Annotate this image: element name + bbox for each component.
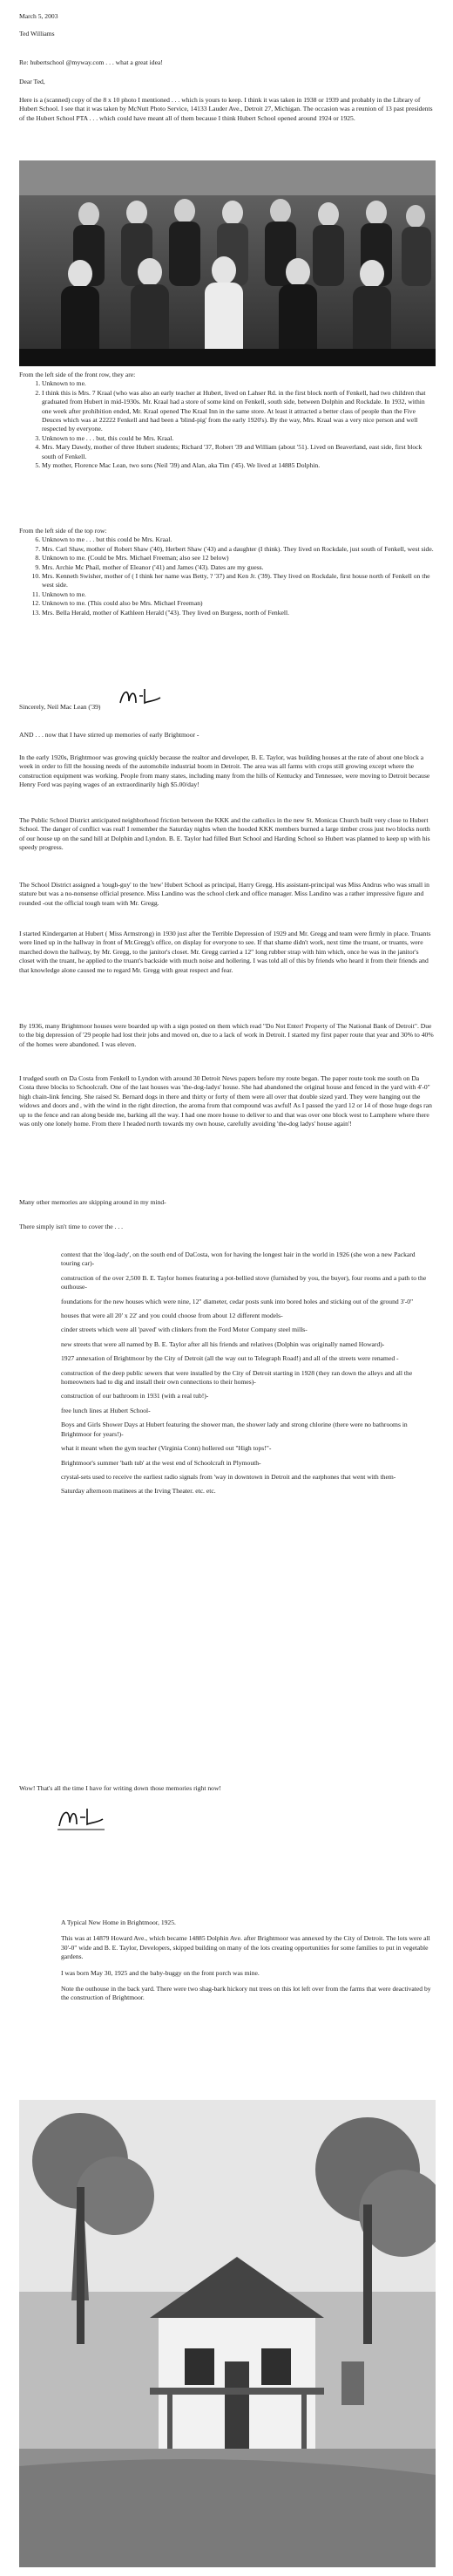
front-row-list — [19, 379, 436, 470]
para-tough-guy: The School District assigned a 'tough-guy' to the 'new' Hubert School as principal, Harry Gregg. His assistant-principal was Miss Andrus who was small in stature but was a no-nonsense official presence. Miss Landino was the school clerk and office manager. Miss Landino was a rather impressive figure and rounded -out the official tough team with Mr. Gregg. — [19, 881, 429, 907]
list-item: houses that were all 20' x 22' and you could choose from about 12 different models- — [61, 1312, 283, 1320]
group-photo-image — [19, 160, 436, 366]
front-row-section — [19, 371, 436, 470]
list-item: 1. Unknown to me. — [42, 379, 436, 388]
list-item: Brightmoor's summer 'bath tub' at the west end of Schoolcraft in Plymouth- — [61, 1458, 261, 1467]
list-item: foundations for the new houses which were nine, 12" diameter, cedar posts sunk into bored holes and sticking out of the ground 3'-0" — [61, 1297, 414, 1305]
list-item: construction of the deep public sewers that were installed by the City of Detroit starting in 1928 (they ran down the alleys and all the homeowners had to dig and install their own connections to their homes)- — [61, 1368, 413, 1387]
typical-home-p2: I was born May 30, 1925 and the baby-buggy on the front porch was mine. — [61, 1968, 260, 1977]
list-item: crystal-sets used to receive the earliest radio signals from 'way in downtown in Detroit and the earphones that went with them- — [61, 1472, 396, 1481]
signature-neil-icon — [117, 685, 169, 708]
list-item: Boys and Girls Shower Days at Hubert featuring the shower man, the shower lady and strong chlorine (there were no bathrooms in Brightmoor for years!)- — [61, 1421, 408, 1438]
list-item: 12. Unknown to me. (This could also be Mrs. Michael Freeman) — [42, 599, 436, 608]
re-line: Re: hubertschool @myway.com . . . what a great idea! — [19, 58, 163, 66]
and-paragraph: AND . . . now that I have stirred up memories of early Brightmoor - — [19, 731, 199, 739]
typical-home-section — [61, 1918, 436, 2003]
list-item: 13. Mrs. Bella Herald, mother of Kathleen Herald (''43). They lived on Burgess, north of Fenkell. — [42, 609, 436, 617]
many-other-memories: Many other memories are skipping around in my mind- — [19, 1198, 166, 1206]
typical-home-p1: This was at 14879 Howard Ave., which became 14885 Dolphin Ave. after Brightmoor was annexed by the City of Detroit. The lots were all 30'-0" wide and B. E. Taylor, Developers, skipped building on many of the lots creating opportunities for some families to put in vegetable gardens. — [61, 1934, 430, 1961]
list-item: cinder streets which were all 'paved' with clinkers from the Ford Motor Company steel mills- — [61, 1325, 308, 1334]
list-item: free lunch lines at Hubert School- — [61, 1406, 151, 1414]
signoff: Sincerely, Neil Mac Lean ('39) — [19, 703, 101, 711]
list-item: 3. Unknown to me . . . but, this could be Mrs. Kraal. — [42, 434, 436, 443]
list-item: Saturday afternoon matinees at the Irving Theater. etc. etc. — [61, 1487, 216, 1496]
recipient-name: Ted Williams — [19, 30, 55, 38]
list-item: 6. Unknown to me . . . but this could be Mrs. Kraal. — [42, 535, 436, 544]
memories-list — [61, 1251, 436, 1502]
list-item: context that the 'dog-lady', on the south end of DaCosta, won for having the longest hair in the world in 1926 (she won a new Packard touring car)- — [61, 1251, 416, 1268]
list-item: 8. Unknown to me. (Could be Mrs. Michael Freeman; also see 12 below) — [42, 554, 436, 562]
intro-paragraph: Here is a (scanned) copy of the 8 x 10 photo I mentioned . . . which is yours to keep. I think it was taken in 1938 or 1939 and probably in the Library of Hubert School. I see that it was taken by McNutt Photo Service, 14133 Lauder Ave., Detroit 27, Michigan. The occasion was a reunion of 13 past presidents of the Hubert School PTA . . . which could have meant all of them because I think Hubert School opened around 1924 or 1925. — [19, 96, 433, 122]
wow-line: Wow! That's all the time I have for writing down those memories right now! — [19, 1784, 221, 1792]
para-paper-route: I trudged south on Da Costa from Fenkell to Lyndon with around 30 Detroit News papers before my route began. The paper route took me south on Da Costa three blocks to Schoolcraft. One of the last houses was 'the-dog-ladys' house. She had abandoned the original house and fenced in the yard with 4'-0" high chain-link fencing. She raised St. Bernard dogs in there and thirty or forty of them were all over that double sized yard. They were hanging out the widows and doors and , with the wind in the right direction, the aroma from that compound was awful! As I passed the yard 12 or 14 of those huge dogs ran up to the fence and ran along beside me, barking all the way. I had one more house to deliver to and that was over one block west to Lamphere where there was only one lonely home. From there I headed north towards my own house, carefully avoiding 'the-dog ladys' house again'! — [19, 1074, 432, 1128]
list-item: 2. I think this is Mrs. 7 Kraal (who was also an early teacher at Hubert, lived on Lahser Rd. in the first block north of Fenkell, had two children that graduated from Hubert in mid-1930s. Mr. Kraal had a store of some kind on Fenkell, south side, between Dolphin and Rockdale. In 1932, within one week after prohibition ended, Mr. Kraal opened The Kraal Inn in the same store. At least it attracted a better class of people than the Five Deuces which was at 22222 Fenkell and had been a 'blind-pig' from the early 1920's). By the way, Mrs. Kraal was a very nice person and well respected by everyone. — [42, 389, 436, 434]
letter-date: March 5, 2003 — [19, 12, 58, 20]
top-row-section — [19, 527, 436, 617]
simply-no-time: There simply isn't time to cover the . . . — [19, 1223, 124, 1230]
house-photo — [19, 2100, 436, 2567]
list-item: 9. Mrs. Archie Mc Phail, mother of Eleanor ('41) and James ('43). Dates are my guess. — [42, 563, 436, 572]
list-item: 5. My mother, Florence Mac Lean, two sons (Neil '39) and Alan, aka Tim ('45). We lived at 14885 Dolphin. — [42, 461, 436, 470]
list-item: 1927 annexation of Brightmoor by the City of Detroit (all the way out to Telegraph Road!) and all of the streets were renamed - — [61, 1354, 399, 1363]
top-row-heading: From the left side of the top row: — [19, 527, 107, 535]
list-item: 7. Mrs. Carl Shaw, mother of Robert Shaw ('40), Herbert Shaw ('43) and a daughter (I think). They lived on Rockdale, just south of Fenkell, west side. — [42, 545, 436, 554]
letter-header — [19, 12, 436, 87]
para-1936: By 1936, many Brightmoor houses were boarded up with a sign posted on them which read "Do Not Enter! Property of The National Bank of Detroit". Due to the big depression of '29 people had lost their jobs and moved on, due to a lack of work in Detroit. I started my first paper route that year and 30% to 40% of the homes were abandoned. I was eleven. — [19, 1022, 434, 1048]
front-row-heading: From the left side of the front row, they are: — [19, 371, 136, 378]
salutation: Dear Ted, — [19, 78, 45, 86]
para-kindergarten: I started Kindergarten at Hubert ( Miss Armstrong) in 1930 just after the Terrible Depression of 1929 and Mr. Gregg and team were firmly in place. Truants were lined up in the hallway in front of Mr.Gregg's office, on display for everyone to see. If that shame didn't work, next time the truant, or truants, were marched down the hallway, by Mr. Gregg, to the janitor's closet. Mr. Gregg carried a 12" long rubber strap with him which, once he was in the janitor's closet with the truant, he applied to the truant's backside with much noise and hollering. I was told all of this by friends who heard it from their friends and that knowledge alone caused me to regard Mr. Gregg with great respect and fear. — [19, 930, 431, 974]
list-item: construction of our bathroom in 1931 (with a real tub!)- — [61, 1392, 209, 1400]
top-row-list — [19, 535, 436, 617]
para-brightmoor-growth: In the early 1920s, Brightmoor was growing quickly because the realtor and developer, B. E. Taylor, was building houses at the rate of about one block a week in order to fill the housing needs of the automobile industrial boom in Detroit. The area was all farms with crops still growing except where the construction equipment was working. People from many states, including many from the hills of Kentucky and Tennessee, were moving to Detroit because Henry Ford was paying wages of an extraordinarily high $5.00/day! — [19, 753, 430, 789]
list-item: 11. Unknown to me. — [42, 590, 436, 599]
typical-home-p3: Note the outhouse in the back yard. There were two shag-bark hickory nut trees on this lot left over from the farms that were deactivated by the construction of Brightmoor. — [61, 1985, 431, 2002]
list-item: 4. Mrs. Mary Dawdy, mother of three Hubert students; Richard '37, Robert '39 and William (about '51). Lived on Beaverland, east side, first block south of Fenkell. — [42, 443, 436, 461]
list-item: construction of the over 2,500 B. E. Taylor homes featuring a pot-bellied stove (furnished by you, the buyer), four rooms and a path to the outhouse- — [61, 1273, 427, 1291]
list-item: 10. Mrs. Kenneth Swisher, mother of ( I think her name was Betty, ? '37) and Ken Jr. ('39). They lived on Rockdale, first house north of Fenkell on the west side. — [42, 572, 436, 590]
house-photo-image — [19, 2100, 436, 2567]
signature-neil-icon — [56, 1803, 106, 1831]
typical-home-heading: A Typical New Home in Brightmoor, 1925. — [61, 1918, 176, 1926]
list-item: new streets that were all named by B. E. Taylor after all his friends and relatives (Dolphin was originally named Howard)- — [61, 1339, 385, 1348]
list-item: what it meant when the gym teacher (Virginia Conn) hollered out "High tops!"- — [61, 1444, 272, 1453]
para-school-district: The Public School District anticipated neighborhood friction between the KKK and the catholics in the new St. Monicas Church built very close to Hubert School. The danger of conflict was real! I remember the Saturday nights when the hooded KKK members burned a large timber cross just two blocks north of our house up on the sand hill at Dolphin and Lyndon. B. E. Taylor had filled Burt School and Harding School so Hubert was planned to keep up with his speedy progress. — [19, 816, 430, 852]
group-photo — [19, 160, 436, 366]
